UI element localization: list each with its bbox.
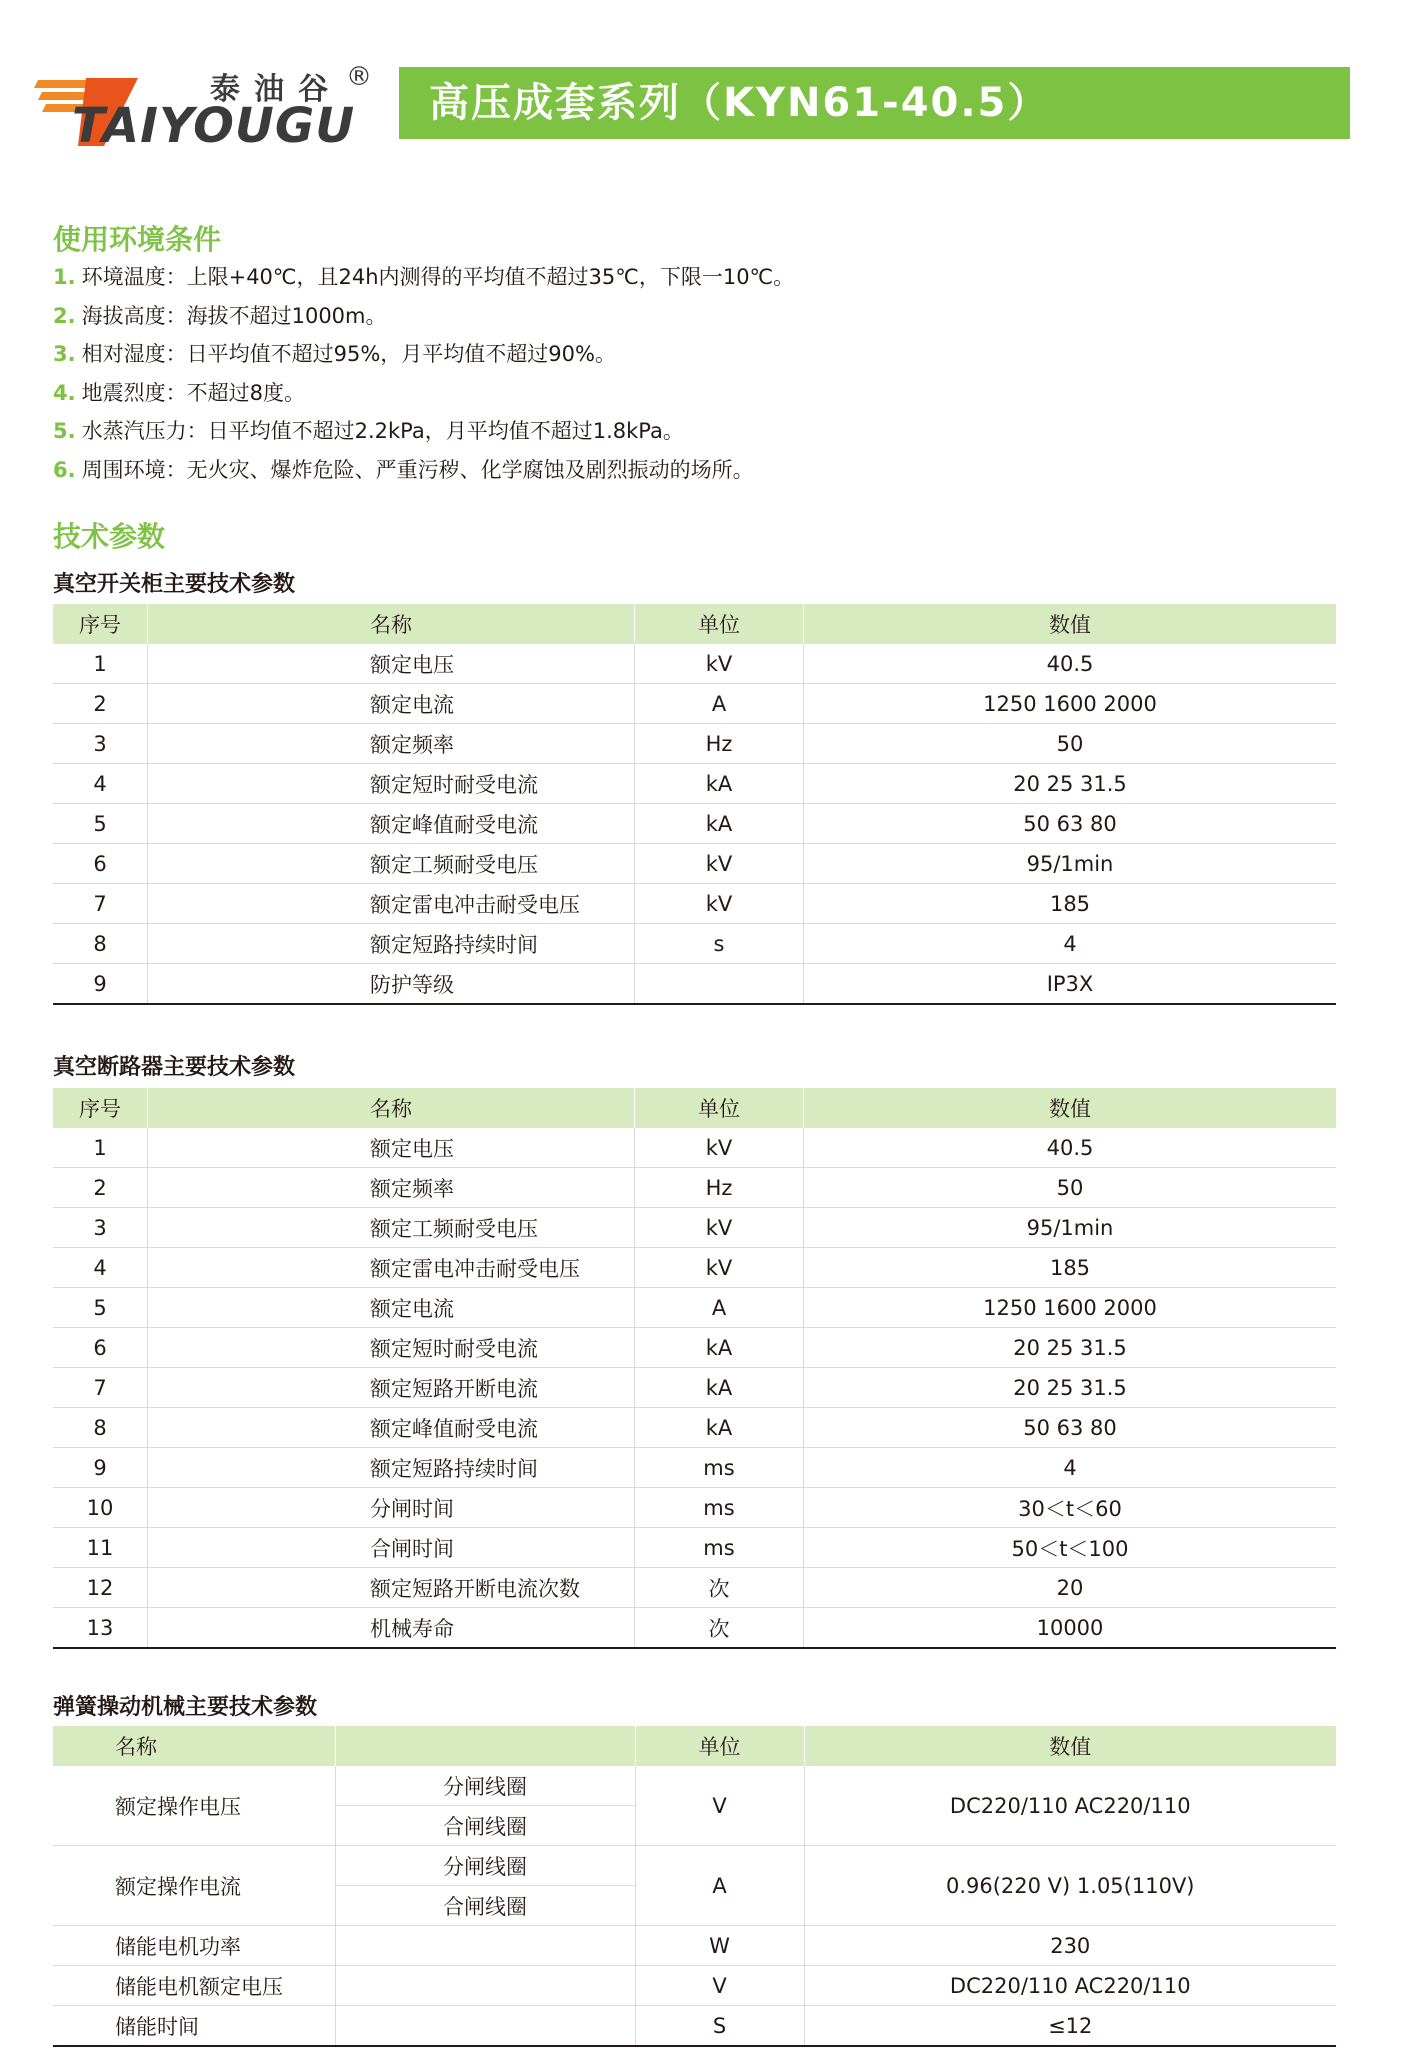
table-cell: 合闸线圈: [335, 1806, 635, 1846]
table-cell: 7: [53, 884, 148, 924]
table-cell: 机械寿命: [148, 1608, 635, 1649]
table-row: [53, 1488, 1336, 1528]
table-row: [53, 1128, 1336, 1168]
table-cell: 额定峰值耐受电流: [148, 1408, 635, 1448]
logo-english-name: TAIYOUGU: [72, 98, 356, 154]
table-cell: 3: [53, 724, 148, 764]
table-cell: kA: [635, 764, 804, 804]
column-header: 序号: [53, 604, 148, 644]
env-item: [53, 335, 794, 374]
table-cell: 额定工频耐受电压: [148, 844, 635, 884]
table-cell: kV: [635, 644, 804, 684]
table-cell: 合闸线圈: [335, 1886, 635, 1926]
column-header: 数值: [804, 1088, 1337, 1128]
table-cell: 次: [635, 1568, 804, 1608]
table-cell: 防护等级: [148, 964, 635, 1005]
column-header: 序号: [53, 1088, 148, 1128]
table-cell: 10000: [804, 1608, 1337, 1649]
table-cell: kV: [635, 884, 804, 924]
env-item: [53, 451, 794, 490]
env-heading: 使用环境条件: [53, 223, 222, 256]
table-cell: kA: [635, 804, 804, 844]
table-cell: 20 25 31.5: [804, 764, 1337, 804]
breaker-table: [53, 1088, 1336, 1649]
env-item-number: 4.: [53, 380, 76, 405]
table-cell: 50 63 80: [804, 804, 1337, 844]
table-cell: Hz: [635, 1168, 804, 1208]
registered-mark: ®: [346, 62, 372, 92]
column-header: 名称: [53, 1726, 335, 1766]
table-cell: kV: [635, 844, 804, 884]
table-cell: 额定电流: [148, 1288, 635, 1328]
table-cell: 9: [53, 1448, 148, 1488]
column-header: 名称: [148, 1088, 635, 1128]
table-cell: ≤12: [804, 2006, 1336, 2047]
table-row: [53, 844, 1336, 884]
table-cell: 2: [53, 1168, 148, 1208]
table-header-row: [53, 1726, 1336, 1766]
table-row: [53, 884, 1336, 924]
table-row: [53, 1966, 1336, 2006]
table-cell: 50: [804, 1168, 1337, 1208]
table-cell: 50: [804, 724, 1337, 764]
table-cell: 分闸线圈: [335, 1766, 635, 1806]
env-item-number: 5.: [53, 419, 76, 443]
env-item-number: 2.: [53, 303, 76, 328]
table-cell: 6: [53, 844, 148, 884]
table-cell: ms: [635, 1528, 804, 1568]
table2-title: 真空断路器主要技术参数: [53, 1055, 296, 1080]
env-item: [53, 412, 794, 451]
table-cell: 185: [804, 1248, 1337, 1288]
table-cell: DC220/110 AC220/110: [804, 1766, 1336, 1846]
table-header-row: [53, 604, 1336, 644]
table-cell: 额定工频耐受电压: [148, 1208, 635, 1248]
table-cell: 额定短路持续时间: [148, 924, 635, 964]
table-cell: 95/1min: [804, 844, 1337, 884]
table-cell: 40.5: [804, 1128, 1337, 1168]
table-row: [53, 924, 1336, 964]
table-cell: 4: [53, 764, 148, 804]
table-cell: 30＜t＜60: [804, 1488, 1337, 1528]
table-cell: 7: [53, 1368, 148, 1408]
table-cell: DC220/110 AC220/110: [804, 1966, 1336, 2006]
table-cell: 合闸时间: [148, 1528, 635, 1568]
column-header: 名称: [148, 604, 635, 644]
table-cell: 额定操作电流: [53, 1846, 335, 1926]
tech-heading: 技术参数: [53, 520, 166, 553]
table-cell: 额定电压: [148, 1128, 635, 1168]
table-cell: 额定电压: [148, 644, 635, 684]
env-item-text: 地震烈度：不超过8度。: [81, 380, 305, 405]
table-row: [53, 1288, 1336, 1328]
table-row: [53, 724, 1336, 764]
env-item-text: 周围环境：无火灾、爆炸危险、严重污秽、化学腐蚀及剧烈振动的场所。: [81, 457, 754, 482]
table-cell: 分闸时间: [148, 1488, 635, 1528]
table-cell: 5: [53, 1288, 148, 1328]
table-row: [53, 964, 1336, 1005]
table-row: [53, 1568, 1336, 1608]
table-cell: 3: [53, 1208, 148, 1248]
table-cell: 40.5: [804, 644, 1337, 684]
page-title: 高压成套系列（KYN61-40.5）: [399, 67, 1350, 139]
table-cell: kA: [635, 1368, 804, 1408]
env-item-number: 3.: [53, 342, 76, 366]
table-cell: W: [635, 1926, 804, 1966]
table-cell: Hz: [635, 724, 804, 764]
table-cell: 额定短时耐受电流: [148, 1328, 635, 1368]
env-item: [53, 297, 794, 336]
table-cell: 储能电机额定电压: [53, 1966, 335, 2006]
column-header: 数值: [804, 1726, 1336, 1766]
column-header: [335, 1726, 635, 1766]
table-cell: V: [635, 1966, 804, 2006]
env-list: [53, 258, 794, 489]
table-cell: 1: [53, 1128, 148, 1168]
table-row: [53, 1168, 1336, 1208]
table-cell: kV: [635, 1128, 804, 1168]
table-row: [53, 684, 1336, 724]
table-cell: [335, 2006, 635, 2047]
table-row: [53, 764, 1336, 804]
table-cell: 13: [53, 1608, 148, 1649]
table-cell: ms: [635, 1448, 804, 1488]
table-row: [53, 1328, 1336, 1368]
table-cell: 5: [53, 804, 148, 844]
table-cell: 1: [53, 644, 148, 684]
column-header: 单位: [635, 1088, 804, 1128]
table-cell: [635, 964, 804, 1005]
env-item-number: 6.: [53, 457, 76, 482]
table-cell: 次: [635, 1608, 804, 1649]
column-header: 单位: [635, 604, 804, 644]
env-item-text: 水蒸汽压力：日平均值不超过2.2kPa，月平均值不超过1.8kPa。: [81, 419, 684, 443]
table-cell: [335, 1966, 635, 2006]
table-cell: 20 25 31.5: [804, 1368, 1337, 1408]
switchgear-table: [53, 604, 1336, 1005]
env-item-text: 环境温度：上限+40℃，且24h内测得的平均值不超过35℃，下限一10℃。: [81, 265, 795, 289]
table-cell: 50＜t＜100: [804, 1528, 1337, 1568]
env-item: [53, 258, 794, 297]
table-cell: 储能时间: [53, 2006, 335, 2047]
table-cell: 230: [804, 1926, 1336, 1966]
column-header: 数值: [804, 604, 1337, 644]
env-item: [53, 374, 794, 413]
table-cell: 185: [804, 884, 1337, 924]
table-cell: 8: [53, 1408, 148, 1448]
table-cell: kA: [635, 1408, 804, 1448]
table-row: [53, 1846, 1336, 1886]
table-cell: kV: [635, 1208, 804, 1248]
table-cell: 额定短路开断电流: [148, 1368, 635, 1408]
table-cell: IP3X: [804, 964, 1337, 1005]
table1-title: 真空开关柜主要技术参数: [53, 572, 296, 597]
table-row: [53, 1926, 1336, 1966]
table-cell: 额定雷电冲击耐受电压: [148, 884, 635, 924]
table-cell: kA: [635, 1328, 804, 1368]
env-item-number: 1.: [53, 265, 76, 289]
column-header: 单位: [635, 1726, 804, 1766]
table-cell: 额定操作电压: [53, 1766, 335, 1846]
table-cell: 储能电机功率: [53, 1926, 335, 1966]
table-cell: 额定峰值耐受电流: [148, 804, 635, 844]
table-cell: 额定频率: [148, 1168, 635, 1208]
table-cell: 4: [804, 1448, 1337, 1488]
table-cell: 12: [53, 1568, 148, 1608]
table-cell: s: [635, 924, 804, 964]
table-cell: 额定短路持续时间: [148, 1448, 635, 1488]
table-row: [53, 1608, 1336, 1649]
table-row: [53, 804, 1336, 844]
table-row: [53, 2006, 1336, 2047]
table-cell: A: [635, 684, 804, 724]
table-row: [53, 1448, 1336, 1488]
table-cell: 1250 1600 2000: [804, 684, 1337, 724]
table-header-row: [53, 1088, 1336, 1128]
table-cell: 0.96(220 V) 1.05(110V): [804, 1846, 1336, 1926]
table-cell: 50 63 80: [804, 1408, 1337, 1448]
table-cell: kV: [635, 1248, 804, 1288]
table-row: [53, 644, 1336, 684]
table-row: [53, 1368, 1336, 1408]
table-cell: 6: [53, 1328, 148, 1368]
env-item-text: 海拔高度：海拔不超过1000m。: [81, 303, 387, 328]
table-cell: 2: [53, 684, 148, 724]
table-row: [53, 1408, 1336, 1448]
table-cell: V: [635, 1766, 804, 1846]
env-item-text: 相对湿度：日平均值不超过95%，月平均值不超过90%。: [81, 342, 616, 366]
table-cell: A: [635, 1846, 804, 1926]
table-cell: 4: [804, 924, 1337, 964]
table-cell: 9: [53, 964, 148, 1005]
table-cell: 额定雷电冲击耐受电压: [148, 1248, 635, 1288]
table-cell: [335, 1926, 635, 1966]
table-cell: 8: [53, 924, 148, 964]
table-cell: A: [635, 1288, 804, 1328]
table-cell: 额定频率: [148, 724, 635, 764]
table-cell: 额定电流: [148, 684, 635, 724]
company-logo: [34, 58, 374, 154]
table-cell: 额定短时耐受电流: [148, 764, 635, 804]
mechanism-table: [53, 1726, 1336, 2047]
table-cell: S: [635, 2006, 804, 2047]
table-cell: 95/1min: [804, 1208, 1337, 1248]
table-row: [53, 1528, 1336, 1568]
table3-title: 弹簧操动机械主要技术参数: [53, 1695, 318, 1720]
table-cell: 20: [804, 1568, 1337, 1608]
logo-chinese-name: 泰油谷: [210, 72, 342, 107]
table-row: [53, 1766, 1336, 1806]
table-cell: 分闸线圈: [335, 1846, 635, 1886]
table-cell: ms: [635, 1488, 804, 1528]
table-row: [53, 1248, 1336, 1288]
table-cell: 20 25 31.5: [804, 1328, 1337, 1368]
table-cell: 1250 1600 2000: [804, 1288, 1337, 1328]
table-row: [53, 1208, 1336, 1248]
table-cell: 11: [53, 1528, 148, 1568]
table-cell: 额定短路开断电流次数: [148, 1568, 635, 1608]
table-cell: 10: [53, 1488, 148, 1528]
table-cell: 4: [53, 1248, 148, 1288]
